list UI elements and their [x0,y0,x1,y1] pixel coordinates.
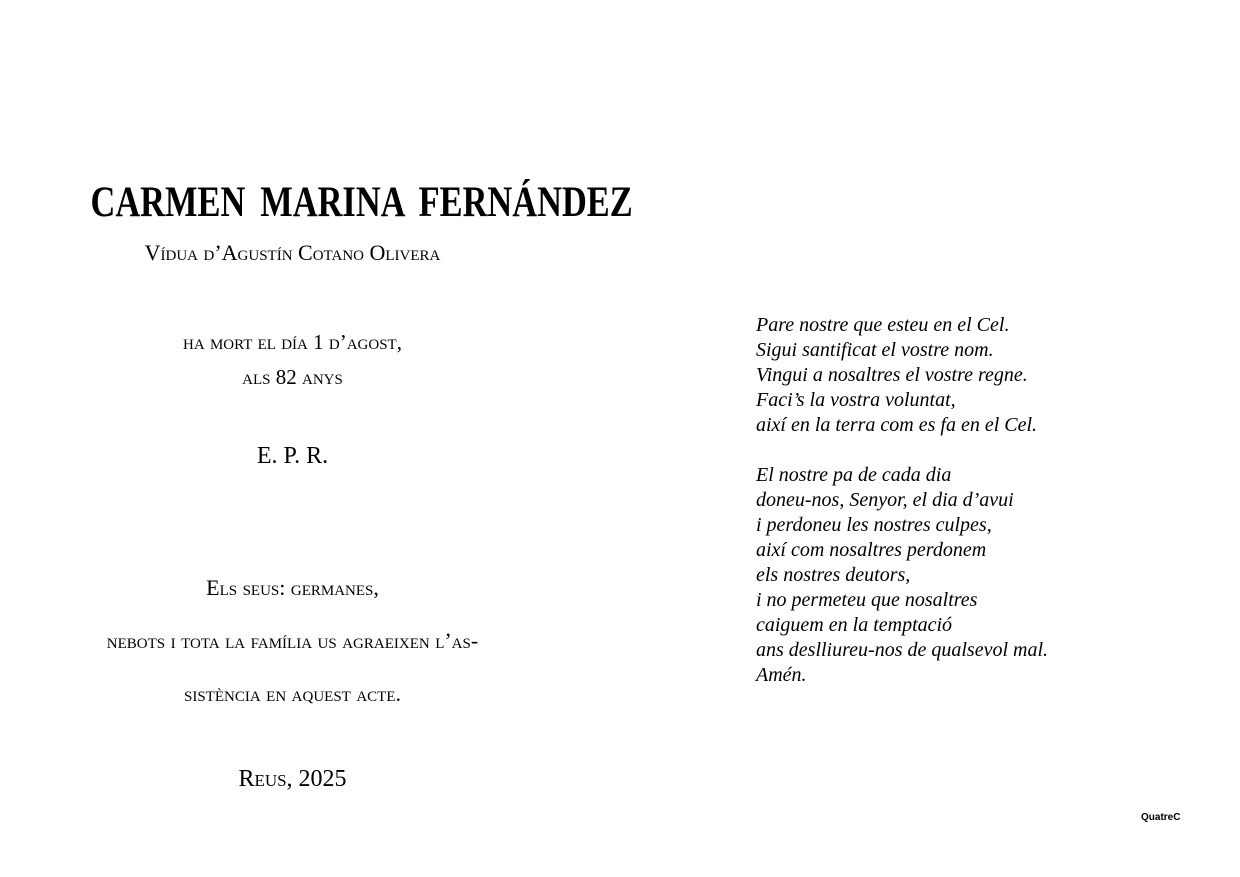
lords-prayer [756,313,1176,688]
family-line: nebots i tota la família us agraeixen l’as- [106,628,479,653]
prayer-line: així com nosaltres perdonem [756,539,987,561]
prayer-line: caiguem en la temptació [756,614,953,636]
prayer-line: Sigui santificat el vostre nom. [756,339,994,361]
family-line: Els seus: germanes, [206,575,379,600]
epr-text: E. P. R. [256,443,329,469]
prayer-line: i perdoneu les nostres culpes, [756,514,992,536]
prayer-line: Pare nostre que esteu en el Cel. [756,314,1010,336]
death-notice [40,325,545,395]
prayer-line: Amén. [756,664,807,686]
prayer-line: doneu-nos, Senyor, el dia d’avui [756,489,1014,511]
deceased-name: CARMEN MARINA FERNÁNDEZ [90,179,633,226]
brand-mark: QuatreC [1141,812,1181,823]
family-line: sistència en aquest acte. [184,681,401,706]
family-thanks [40,570,545,729]
prayer-line: i no permeteu que nosaltres [756,589,978,611]
prayer-line: Vingui a nosaltres el vostre regne. [756,364,1028,386]
city-year: Reus, 2025 [238,766,347,792]
prayer-line: així en la terra com es fa en el Cel. [756,414,1038,436]
prayer-line: els nostres deutors, [756,564,911,586]
prayer-line: Faci’s la vostra voluntat, [756,389,956,411]
spouse-line: Vídua d’Agustín Cotano Olivera [144,240,441,265]
prayer-line: ans deslliureu-nos de qualsevol mal. [756,639,1049,661]
prayer-line: El nostre pa de cada dia [756,464,952,486]
death-date-line: ha mort el día 1 d’agost, [183,330,402,354]
age-line: als 82 anys [242,365,343,389]
stanza-gap [756,438,1176,463]
